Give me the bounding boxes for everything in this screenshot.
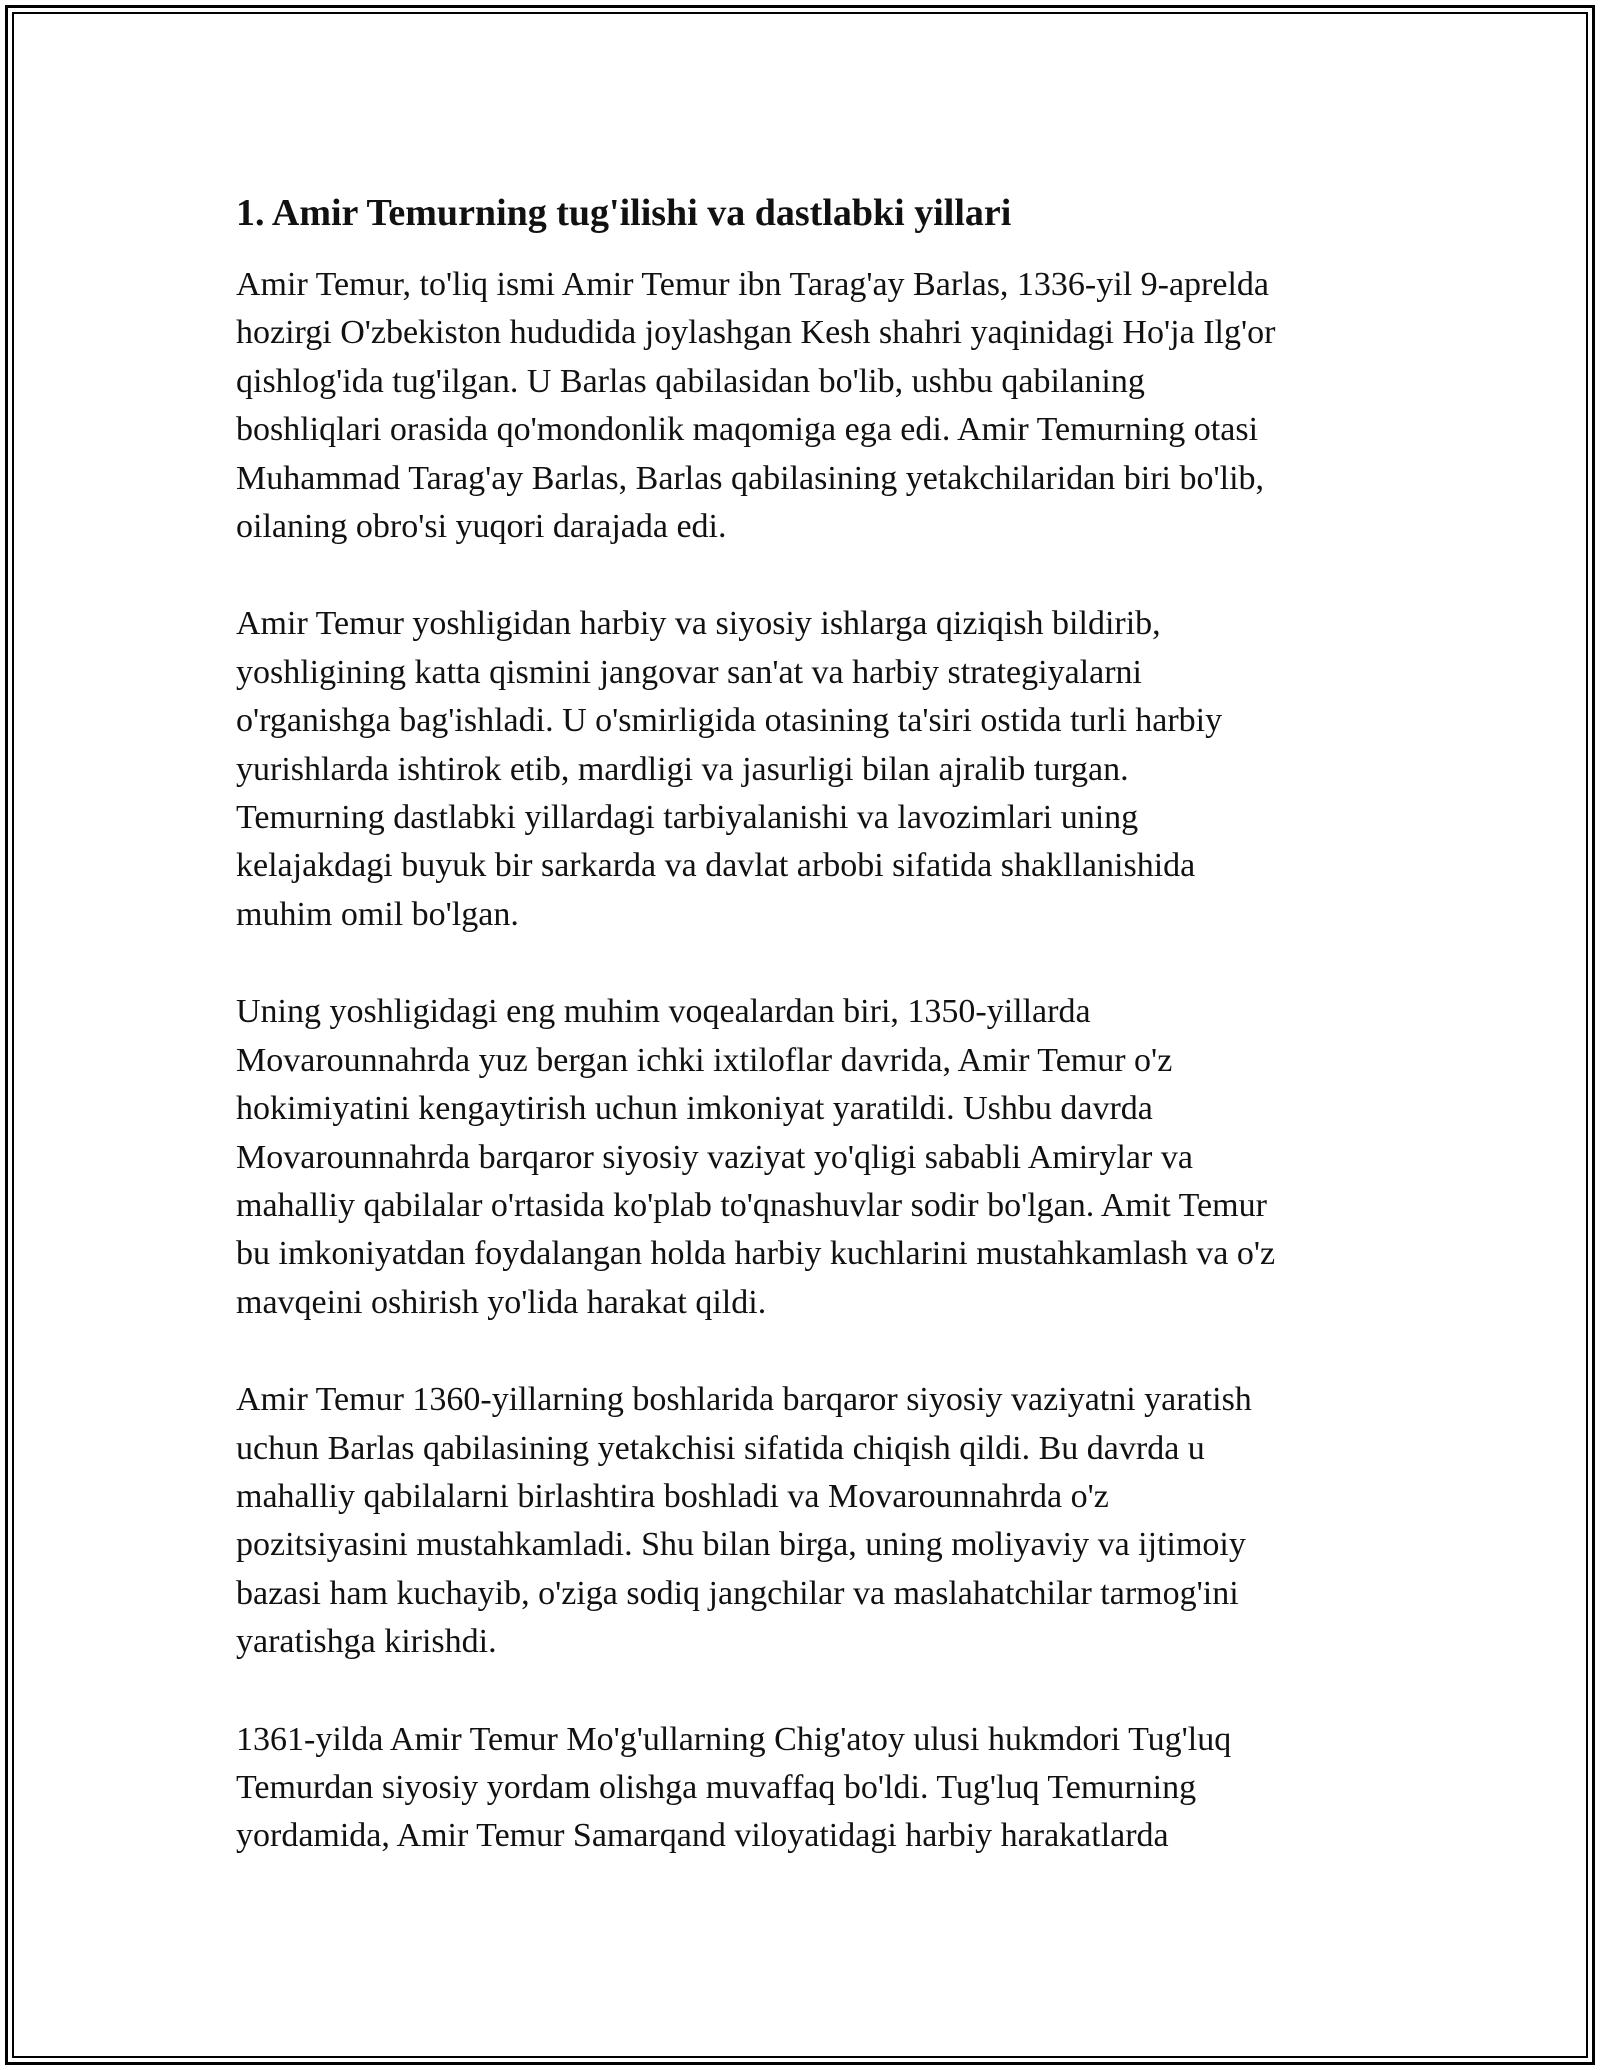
paragraph-5: 1361-yilda Amir Temur Mo'g'ullarning Chig'atoy ulusi hukmdori Tug'luq Temurdan siyosiy yordam olishga muvaffaq bo'ldi. Tug'luq Temurning yordamida, Amir Temur Samarqand viloyatidagi harbiy harakatlarda xyxy=(236,1720,1232,1855)
document-body xyxy=(236,185,1386,1910)
paragraph-4: Amir Temur 1360-yillarning boshlarida barqaror siyosiy vaziyatni yaratish uchun Barlas qabilasining yetakchisi sifatida chiqish qildi. Bu davrda u mahalliy qabilalarni birlashtira boshladi va Movarounnahrda o'z pozitsiyasini mustahkamladi. Shu bilan birga, uning moliyaviy va ijtimoiy bazasi ham kuchayib, o'ziga sodiq jangchilar va maslahatchilar tarmog'ini yaratishga kirishdi. xyxy=(236,1381,1252,1661)
paragraph-2: Amir Temur yoshligidan harbiy va siyosiy ishlarga qiziqish bildirib, yoshligining katta qismini jangovar san'at va harbiy strategiyalarni o'rganishga bag'ishladi. U o'smirligida otasining ta'siri ostida turli harbiy yurishlarda ishtirok etib, mardligi va jasurligi bilan ajralib turgan. Temurning dastlabki yillardagi tarbiyalanishi va lavozimlari uning kelajakdagi buyuk bir sarkarda va davlat arbobi sifatida shakllanishida muhim omil bo'lgan. xyxy=(236,605,1223,933)
section-heading: 1. Amir Temurning tug'ilishi va dastlabki yillari xyxy=(236,192,1012,234)
paragraph-1: Amir Temur, to'liq ismi Amir Temur ibn Tarag'ay Barlas, 1336-yil 9-aprelda hozirgi O'zbekiston hududida joylashgan Kesh shahri yaqinidagi Ho'ja Ilg'or qishlog'ida tug'ilgan. U Barlas qabilasidan bo'lib, ushbu qabilaning boshliqlari orasida qo'mondonlik maqomiga ega edi. Amir Temurning otasi Muhammad Tarag'ay Barlas, Barlas qabilasining yetakchilaridan biri bo'lib, oilaning obro'si yuqori darajada edi. xyxy=(236,266,1276,546)
paragraph-3: Uning yoshligidagi eng muhim voqealardan biri, 1350-yillarda Movarounnahrda yuz bergan ichki ixtiloflar davrida, Amir Temur o'z hokimiyatini kengaytirish uchun imkoniyat yaratildi. Ushbu davrda Movarounnahrda barqaror siyosiy vaziyat yo'qligi sababli Amirylar va mahalliy qabilalar o'rtasida ko'plab to'qnashuvlar sodir bo'lgan. Amit Temur bu imkoniyatdan foydalangan holda harbiy kuchlarini mustahkamlash va o'z mavqeini oshirish yo'lida harakat qildi. xyxy=(236,993,1276,1321)
